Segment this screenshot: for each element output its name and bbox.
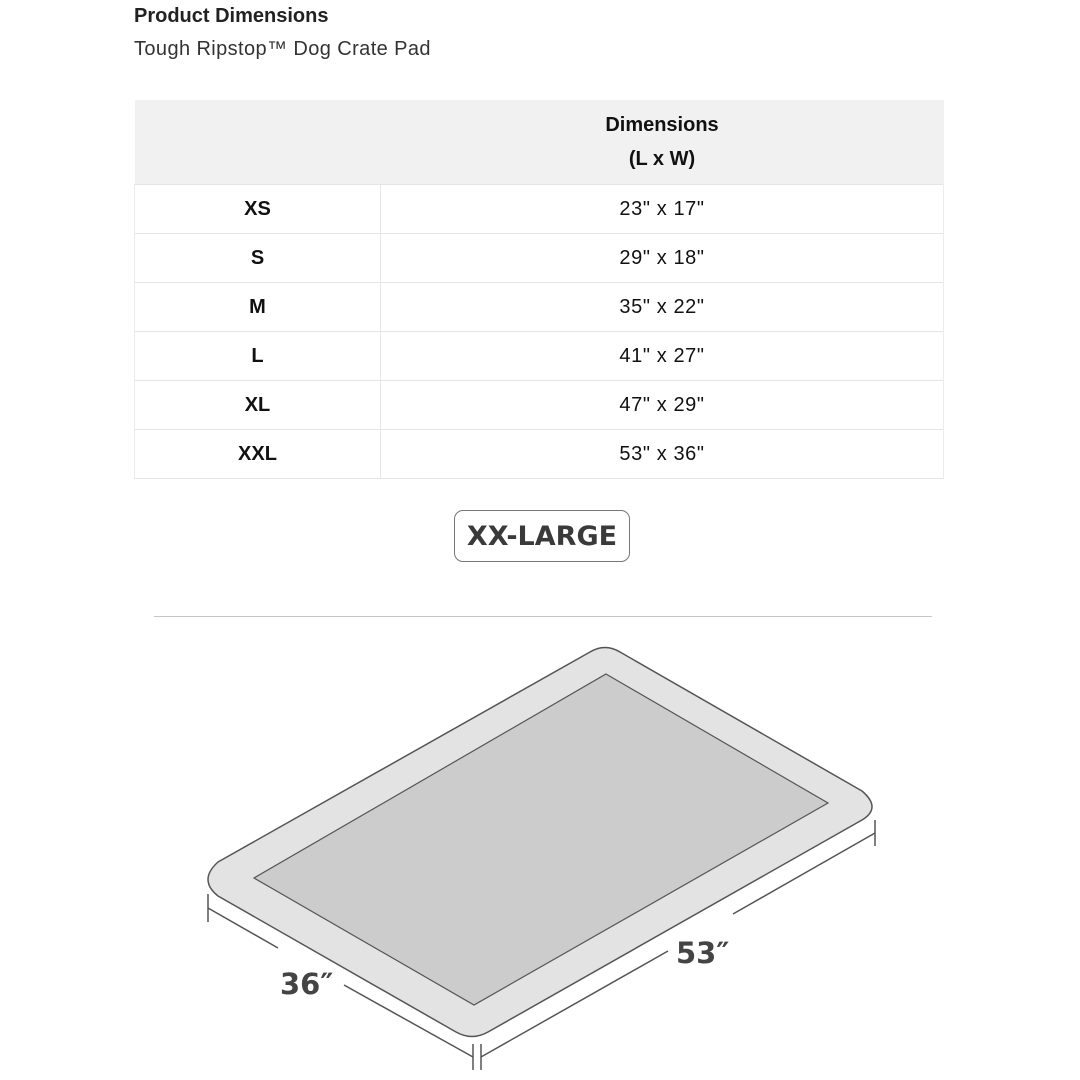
size-badge: XX-LARGE <box>454 510 630 562</box>
dimension-cell: 41" x 27" <box>381 332 944 381</box>
dimension-cell: 29" x 18" <box>381 234 944 283</box>
size-cell: L <box>135 332 381 381</box>
dimensions-header-title: Dimensions <box>605 114 719 136</box>
size-cell: S <box>135 234 381 283</box>
dimension-cell: 53" x 36" <box>381 430 944 479</box>
size-cell: M <box>135 283 381 332</box>
dimension-cell: 23" x 17" <box>381 185 944 234</box>
page-title: Product Dimensions <box>134 5 329 27</box>
product-name: Tough Ripstop™ Dog Crate Pad <box>134 38 431 60</box>
length-label: 53″ <box>676 936 730 970</box>
size-cell: XXL <box>135 430 381 479</box>
dimension-cell: 35" x 22" <box>381 283 944 332</box>
width-label: 36″ <box>280 967 334 1001</box>
dimension-cell: 47" x 29" <box>381 381 944 430</box>
dimensions-header-unit: (L x W) <box>628 148 696 170</box>
size-cell: XS <box>135 185 381 234</box>
size-cell: XL <box>135 381 381 430</box>
